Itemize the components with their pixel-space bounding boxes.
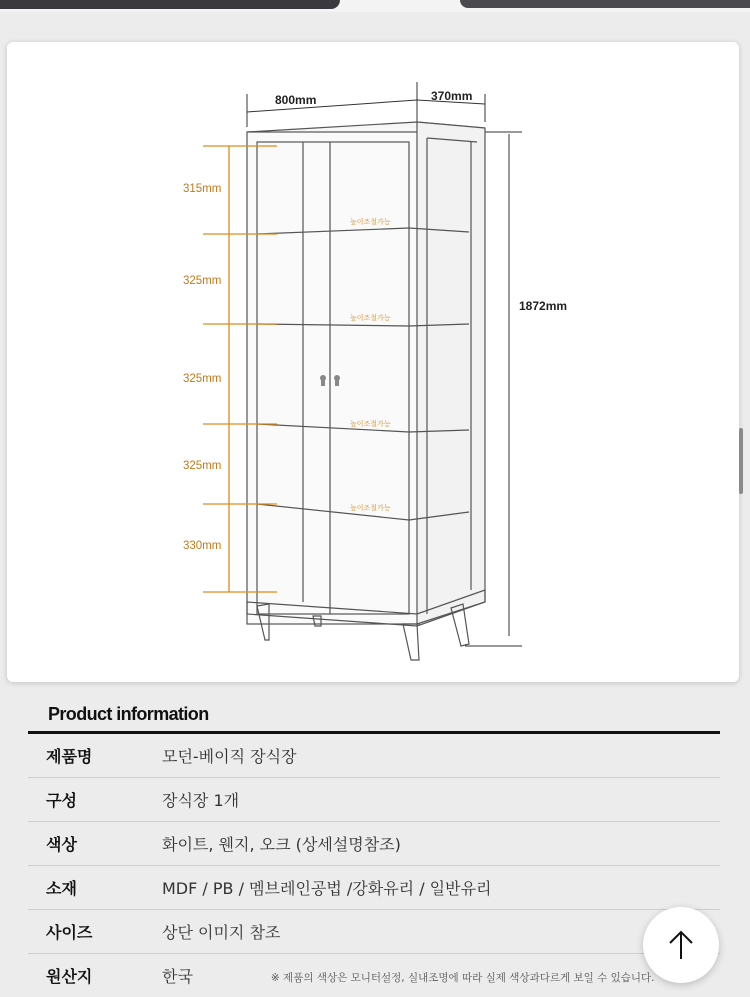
section-label-4: 325mm [183, 460, 222, 472]
info-value: 장식장 1개 [162, 791, 240, 810]
shelf-note-1: 높이조절가능 [350, 218, 391, 226]
shelf-note-3: 높이조절가능 [350, 420, 391, 428]
depth-dimension-label: 370mm [431, 89, 473, 103]
info-row-color [28, 822, 720, 866]
shelf-note-4: 높이조절가능 [350, 504, 391, 512]
scroll-to-top-button[interactable] [643, 907, 719, 983]
color-footnote: ※ 제품의 색상은 모니터설정, 실내조명에 따라 실제 색상과다르게 보일 수 있습니다. [270, 972, 655, 984]
cabinet-dimension-diagram [7, 42, 739, 682]
arrow-up-icon [666, 928, 696, 962]
shelf-note-2: 높이조절가능 [350, 314, 391, 322]
info-label: 소재 [46, 879, 77, 898]
page-scrollbar[interactable] [739, 428, 743, 494]
info-label: 색상 [46, 835, 77, 854]
info-label: 사이즈 [46, 923, 93, 942]
width-dimension-label: 800mm [275, 93, 317, 107]
product-info-title: Product information [48, 704, 209, 724]
info-value: 상단 이미지 참조 [162, 923, 281, 942]
info-label: 제품명 [46, 747, 93, 766]
info-value: MDF / PB / 멤브레인공법 /강화유리 / 일반유리 [162, 879, 492, 898]
info-label: 원산지 [46, 967, 93, 986]
info-row-name [28, 734, 720, 778]
section-label-2: 325mm [183, 275, 222, 287]
info-value: 한국 [162, 967, 193, 986]
section-label-5: 330mm [183, 540, 222, 552]
info-row-origin [28, 954, 720, 997]
height-dimension-label: 1872mm [519, 299, 568, 313]
top-image-strip [0, 0, 750, 12]
info-value: 모던-베이직 장식장 [162, 747, 297, 766]
section-label-3: 325mm [183, 373, 222, 385]
product-info-section [28, 700, 720, 997]
dimension-diagram-card [7, 42, 739, 682]
info-label: 구성 [46, 791, 77, 810]
section-label-1: 315mm [183, 183, 222, 195]
info-row-composition [28, 778, 720, 822]
info-row-material [28, 866, 720, 910]
info-value: 화이트, 웬지, 오크 (상세설명참조) [162, 835, 401, 854]
info-row-size [28, 910, 720, 954]
